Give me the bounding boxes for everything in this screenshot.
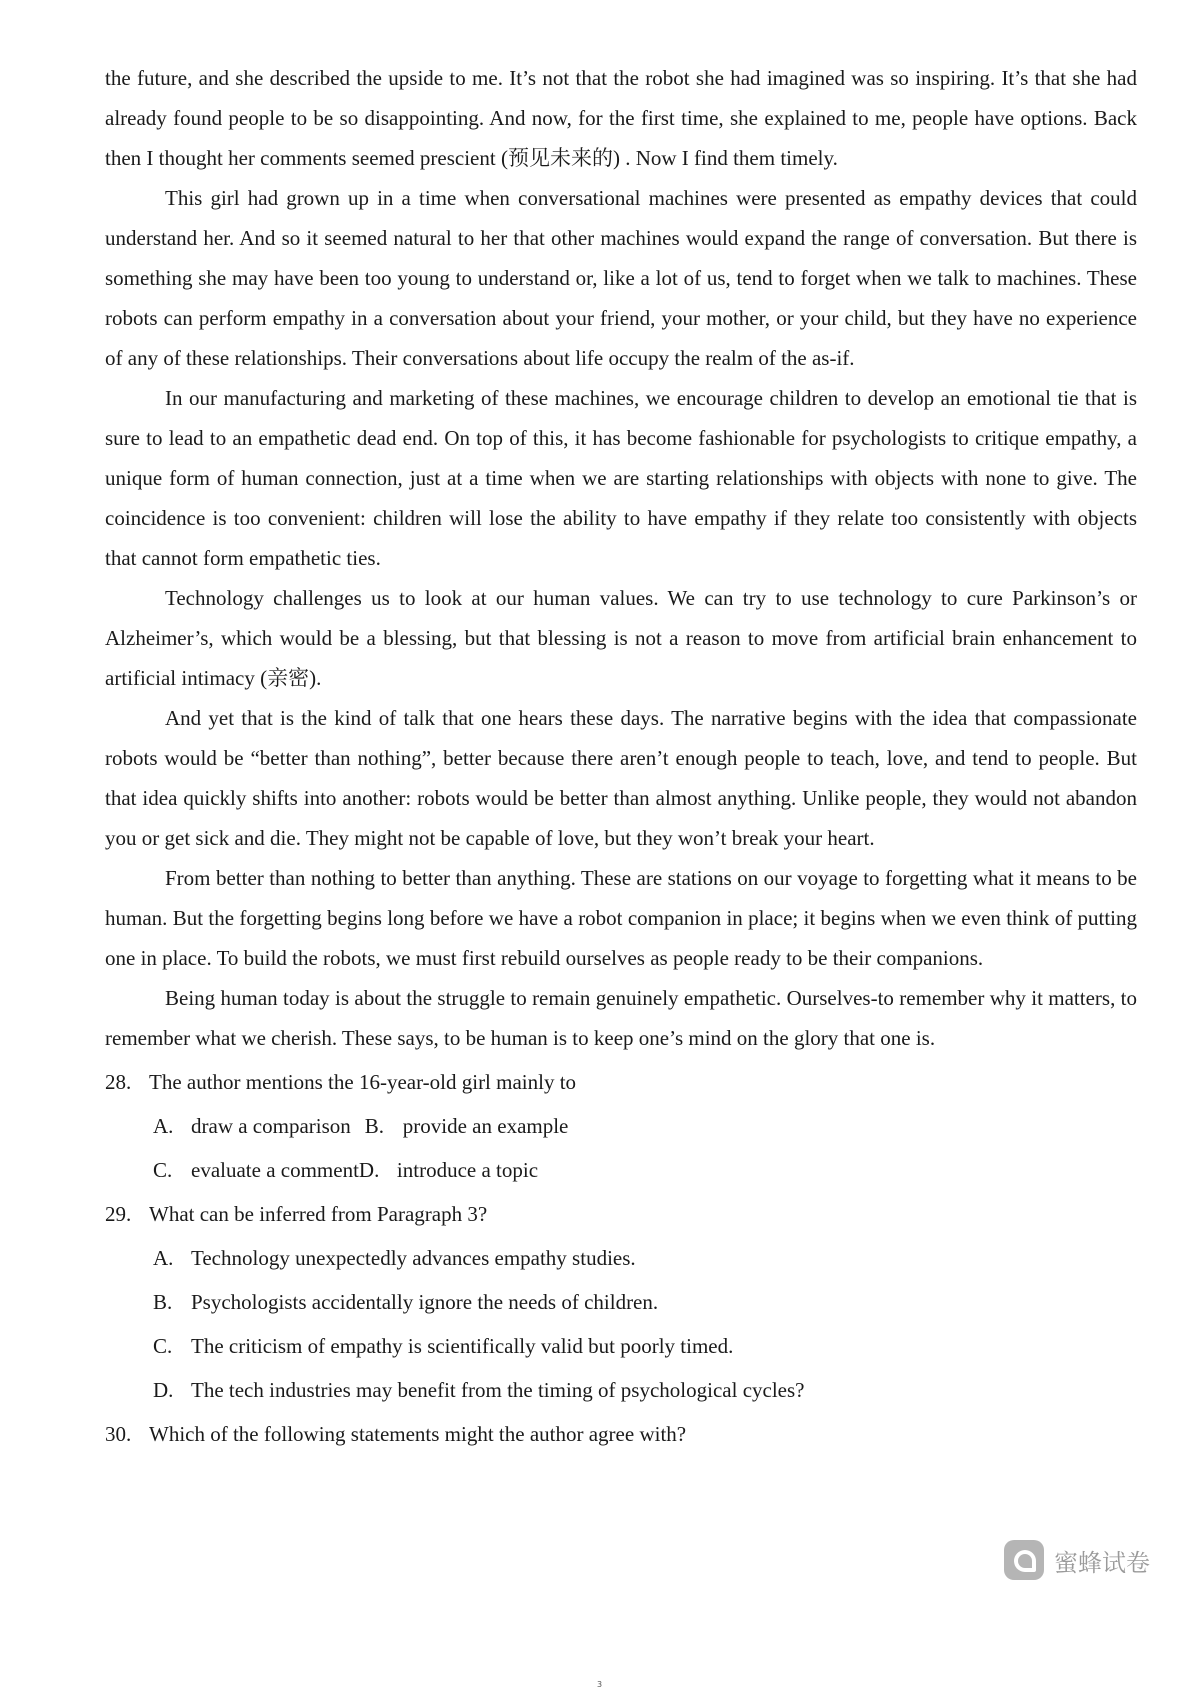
option-row-cd bbox=[153, 1150, 1137, 1190]
option-text: provide an example bbox=[402, 1114, 569, 1138]
option-row-ab bbox=[153, 1106, 1137, 1146]
watermark bbox=[1004, 1540, 1150, 1580]
question-28 bbox=[105, 1062, 1137, 1102]
question-text: What can be inferred from Paragraph 3? bbox=[149, 1202, 488, 1226]
option-text: evaluate a comment bbox=[191, 1158, 359, 1182]
option-a bbox=[153, 1238, 1137, 1278]
bee-logo-icon bbox=[1004, 1540, 1044, 1580]
option-b bbox=[153, 1282, 1137, 1322]
question-30 bbox=[105, 1414, 1137, 1454]
option-c bbox=[153, 1326, 1137, 1366]
paragraph-4: Technology challenges us to look at our human values. We can try to use technology to cure Parkinson’s or Alzheimer’s, which would be a blessing, but that blessing is not a reason to move from artificial brain enhancement to artificial intimacy (亲密). bbox=[105, 586, 1137, 690]
option-text: introduce a topic bbox=[396, 1158, 539, 1182]
question-number: 29. bbox=[105, 1202, 132, 1226]
option-text: Technology unexpectedly advances empathy studies. bbox=[191, 1246, 636, 1270]
watermark-text: 蜜蜂试卷 bbox=[1054, 1548, 1150, 1577]
question-number: 28. bbox=[105, 1070, 132, 1094]
option-letter: A. bbox=[153, 1246, 174, 1270]
paragraph-5: And yet that is the kind of talk that one hears these days. The narrative begins with the idea that compassionate robots would be “better than nothing”, better because there aren’t enough people to teach, love, and tend to people. But that idea quickly shifts into another: robots would be better than almost anything. Unlike people, they would not abandon you or get sick and die. They might not be capable of love, but they won’t break your heart. bbox=[105, 706, 1137, 850]
question-29 bbox=[105, 1194, 1137, 1234]
paragraph-1: the future, and she described the upside to me. It’s not that the robot she had imagined was so inspiring. It’s that she had already found people to be so disappointing. And now, for the first time, she explained to me, people have options. Back then I thought her comments seemed prescient (预见未来的) . Now I find them timely. bbox=[105, 66, 1137, 170]
paragraph-7: Being human today is about the struggle to remain genuinely empathetic. Ourselves-to remember why it matters, to remember what we cherish. These says, to be human is to keep one’s mind on the glory that one is. bbox=[105, 986, 1137, 1050]
option-text: The criticism of empathy is scientifically valid but poorly timed. bbox=[191, 1334, 734, 1358]
question-number: 30. bbox=[105, 1422, 132, 1446]
option-letter: A. bbox=[153, 1114, 174, 1138]
question-text: Which of the following statements might the author agree with? bbox=[149, 1422, 687, 1446]
page-number: 3 bbox=[597, 1680, 603, 1689]
option-letter: D. bbox=[358, 1158, 380, 1182]
option-letter: B. bbox=[153, 1290, 173, 1314]
option-text: The tech industries may benefit from the timing of psychological cycles? bbox=[191, 1378, 805, 1402]
option-text: draw a comparison bbox=[191, 1114, 351, 1138]
option-letter: D. bbox=[153, 1378, 174, 1402]
question-text: The author mentions the 16-year-old girl mainly to bbox=[149, 1070, 577, 1094]
paragraph-2: This girl had grown up in a time when conversational machines were presented as empathy devices that could understand her. And so it seemed natural to her that other machines would expand the range of conversation. But there is something she may have been too young to understand or, like a lot of us, tend to forget when we talk to machines. These robots can perform empathy in a conversation about your friend, your mother, or your child, but they have no experience of any of these relationships. Their conversations about life occupy the realm of the as-if. bbox=[105, 186, 1137, 370]
document-page bbox=[105, 58, 1137, 1454]
paragraph-3: In our manufacturing and marketing of these machines, we encourage children to develop an emotional tie that is sure to lead to an empathetic dead end. On top of this, it has become fashionable for psychologists to critique empathy, a unique form of human connection, just at a time when we are starting relationships with objects with none to give. The coincidence is too convenient: children will lose the ability to have empathy if they relate too consistently with objects that cannot form empathetic ties. bbox=[105, 386, 1137, 570]
option-letter: C. bbox=[153, 1334, 173, 1358]
paragraph-6: From better than nothing to better than anything. These are stations on our voyage to forgetting what it means to be human. But the forgetting begins long before we have a robot companion in place; it begins when we even think of putting one in place. To build the robots, we must first rebuild ourselves as people ready to be their companions. bbox=[105, 866, 1137, 970]
option-letter: C. bbox=[153, 1158, 173, 1182]
option-letter: B. bbox=[364, 1114, 385, 1138]
option-d bbox=[153, 1370, 1137, 1410]
option-text: Psychologists accidentally ignore the needs of children. bbox=[191, 1290, 659, 1314]
